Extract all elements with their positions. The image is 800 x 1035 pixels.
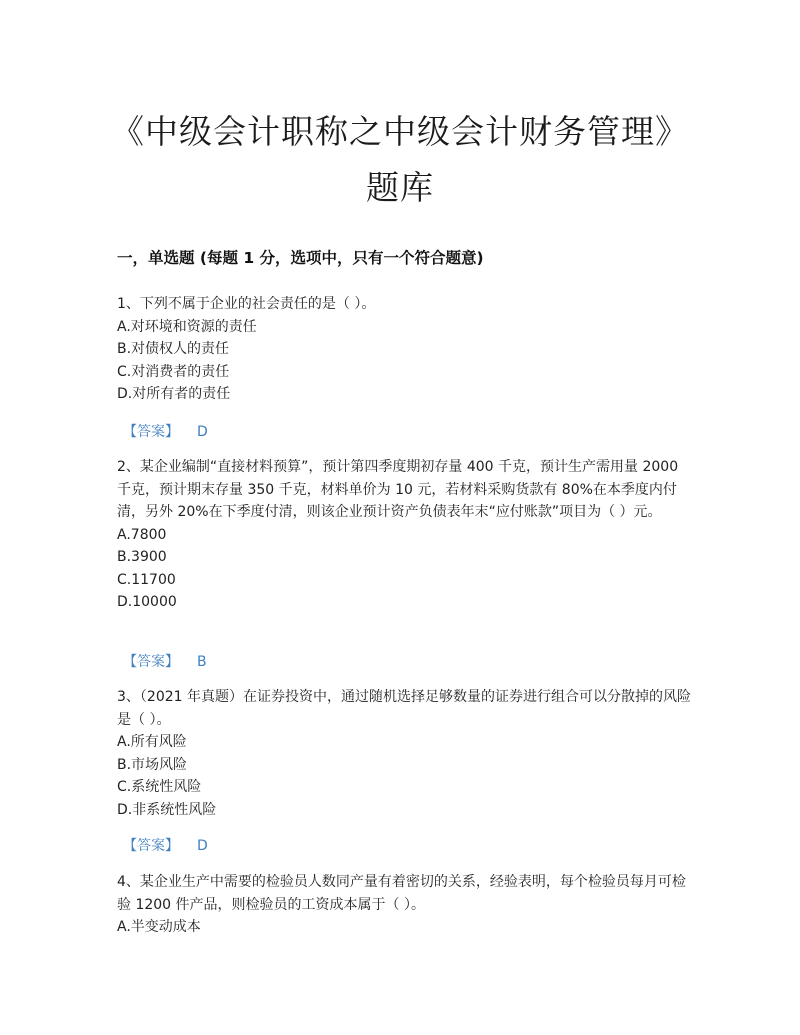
answer-2 [123,651,207,671]
question-stem: 4、某企业生产中需要的检验员人数同产量有着密切的关系，经验表明，每个检验员每月可检验 1200 件产品，则检验员的工资成本属于（ ）。 [117,874,686,913]
question-stem: 1、下列不属于企业的社会责任的是（ ）。 [117,296,376,312]
option-c: C.系统性风险 [117,779,202,795]
answer-1 [123,421,208,441]
option-c: C.11700 [117,571,176,588]
option-a: A.对环境和资源的责任 [117,318,257,335]
answer-value: D [197,424,208,440]
option-b: B.对债权人的责任 [117,341,230,357]
option-b: B.3900 [117,549,167,565]
option-d: D.非系统性风险 [117,801,217,818]
answer-3 [123,835,208,855]
option-d: D.对所有者的责任 [117,386,231,402]
option-d: D.10000 [117,594,177,610]
option-a: A.所有风险 [117,734,187,750]
answer-value: D [197,838,208,854]
answer-label: 【答案】 [123,838,179,854]
answer-label: 【答案】 [123,424,179,440]
question-3 [117,686,692,821]
section-heading: 一，单选题 (每题 1 分，选项中，只有一个符合题意) [117,249,484,267]
document-title: 《中级会计职称之中级会计财务管理》题库 [111,112,689,207]
question-1 [117,293,692,406]
question-stem: 3、（2021 年真题）在证券投资中，通过随机选择足够数量的证券进行组合可以分散掉的风险是（ ）。 [117,689,691,728]
question-2 [117,456,692,614]
option-a: A.7800 [117,526,167,543]
answer-label: 【答案】 [123,654,179,670]
option-c: C.对消费者的责任 [117,363,230,380]
question-stem: 2、某企业编制“直接材料预算”，预计第四季度期初存量 400 千克，预计生产需用量 2000 千克，预计期末存量 350 千克，材料单价为 10 元，若材料采购货款有 80%在本季度内付清，另外 20%在下季度付清，则该企业预计资产负债表年末“应付账款”项目为（ ）元。 [117,459,679,520]
answer-value: B [197,654,207,670]
option-a: A.半变动成本 [117,919,201,935]
option-b: B.市场风险 [117,756,188,773]
question-4 [117,871,692,939]
